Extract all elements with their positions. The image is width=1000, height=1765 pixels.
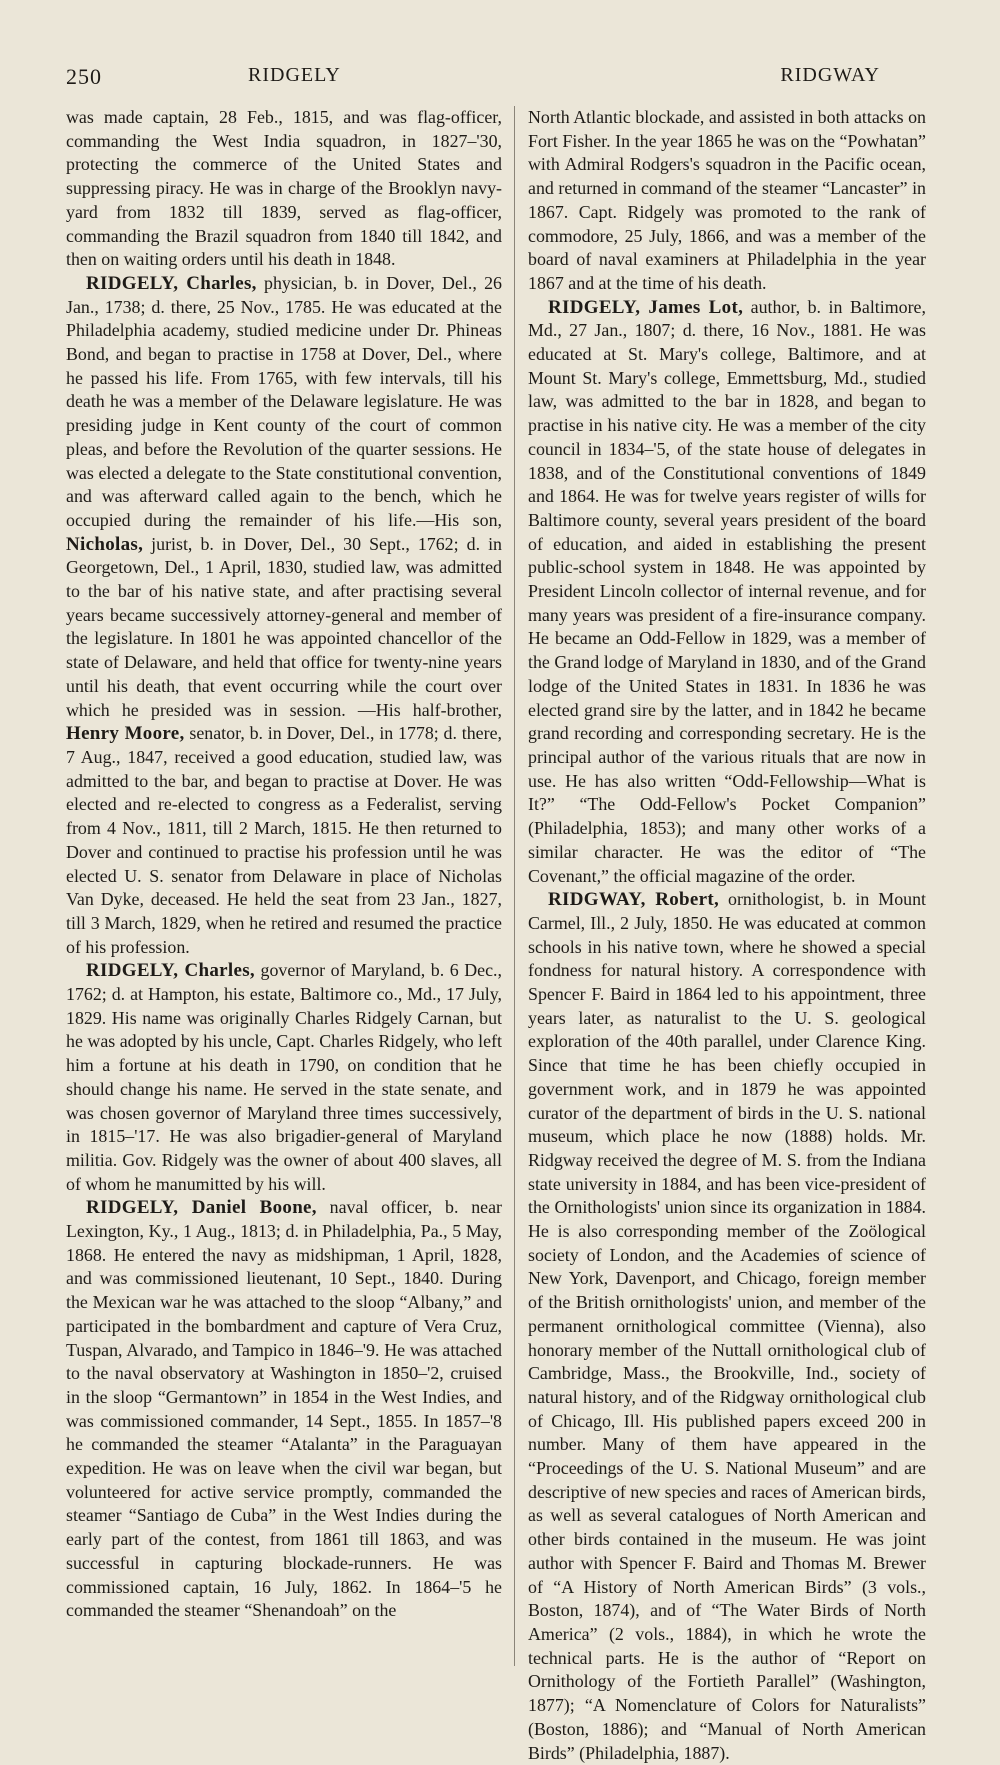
entry-headword: RIDGELY, James Lot, xyxy=(548,296,744,318)
entry-text: ornithologist, b. in Mount Carmel, Ill., 2 July, 1850. He was educated at common schools in his native town, where he showed a special fondness for natural history. A correspondence with Spencer F. Baird in 1864 led to his appointment, three years later, as naturalist to the U. S. geological exploration of the 40th parallel, under Clarence King. Since that time he has been chiefly occupied in government work, and in 1879 he was appointed curator of the department of birds in the U. S. national museum, which place he now (1888) holds. Mr. Ridgway received the degree of M. S. from the Indiana state university in 1884, and has been vice-president of the Ornithologists' union since its organization in 1884. He is also corresponding member of the Zoölogical society of London, and the Academies of science of New York, Davenport, and Chicago, foreign member of the British ornithologists' union, and member of the permanent ornithological committee (Vienna), also honorary member of the Nuttall ornithological club of Cambridge, Mass., the Brookville, Ind., society of natural history, and of the Ridgway ornithological club of Chicago, Ill. His published papers exceed 200 in number. Many of them have appeared in the “Proceedings of the U. S. National Museum” and are descriptive of new species and races of American birds, as well as several catalogues of North American and other birds contained in the museum. He was joint author with Spencer F. Baird and Thomas M. Brewer of “A History of North American Birds” (3 vols., Boston, 1874), and of “The Water Birds of North America” (2 vols., 1884), in which he wrote the technical parts. He is the author of “Report on Ornithology of the Fortieth Parallel” (Washington, 1877); “A Nomenclature of Colors for Naturalists” (Boston, 1886); and “Manual of North American Birds” (Philadelphia, 1887). xyxy=(528,889,926,1763)
entry-robert-ridgway xyxy=(528,888,926,1765)
entry-headword: RIDGWAY, Robert, xyxy=(548,889,720,911)
entry-charles-ridgely-physician xyxy=(66,272,502,959)
left-column xyxy=(66,106,502,1686)
entry-text: jurist, b. in Dover, Del., 30 Sept., 1762; d. in Georgetown, Del., 1 April, 1830, studied law, was admitted to the bar of his native state, and after practising several years became successively attorney-general and member of the legislature. In 1801 he was appointed chancellor of the state of Delaware, and held that office for twenty-nine years until his death, that event occurring while the court over which he presided was in session. —His half-brother, xyxy=(66,533,502,720)
column-divider xyxy=(514,106,515,1666)
entry-text: senator, b. in Dover, Del., in 1778; d. there, 7 Aug., 1847, received a good education, studied law, was admitted to the bar, and began to practise at Dover. He was elected and re-elected to congress as a Federalist, serving from 4 Nov., 1811, till 2 March, 1815. He then returned to Dover and continued to practise his profession until he was elected U. S. senator from Delaware in place of Nicholas Van Dyke, deceased. He held the seat from 23 Jan., 1827, till 3 March, 1829, when he retired and resumed the practice of his profession. xyxy=(66,723,502,957)
entry-headword: RIDGELY, Charles, xyxy=(86,960,255,982)
right-column xyxy=(528,106,926,1763)
continuation-paragraph xyxy=(66,106,502,272)
entry-charles-ridgely-governor xyxy=(66,959,502,1196)
entry-james-lot-ridgely xyxy=(528,296,926,889)
sub-headword: Henry Moore, xyxy=(66,723,185,745)
sub-headword: Nicholas, xyxy=(66,533,144,555)
left-running-head: RIDGELY xyxy=(248,64,341,86)
page-header xyxy=(66,58,880,92)
entry-text: was made captain, 28 Feb., 1815, and was flag-officer, commanding the West India squadron, in 1827–'30, protecting the commerce of the United States and suppressing piracy. He was in charge of the Brooklyn navy-yard from 1832 till 1839, served as flag-officer, commanding the Brazil squadron from 1840 till 1842, and then on waiting orders until his death in 1848. xyxy=(66,107,502,270)
continuation-paragraph xyxy=(528,106,926,296)
entry-text: physician, b. in Dover, Del., 26 Jan., 1738; d. there, 25 Nov., 1785. He was educated at the Philadelphia academy, studied medicine under Dr. Phineas Bond, and began to practise in 1758 at Dover, Del., where he passed his life. From 1765, with few intervals, till his death he was a member of the Delaware legislature. He was presiding judge in Kent county of the court of common pleas, and before the Revolution of the quarter sessions. He was elected a delegate to the State constitutional convention, and was afterward called again to the bench, which he occupied during the remainder of his life.—His son, xyxy=(66,272,502,530)
page-number: 250 xyxy=(66,64,102,89)
entry-headword: RIDGELY, Charles, xyxy=(86,272,257,294)
entry-text: author, b. in Baltimore, Md., 27 Jan., 1807; d. there, 16 Nov., 1881. He was educated at St. Mary's college, Baltimore, and at Mount St. Mary's college, Emmettsburg, Md., studied law, was admitted to the bar in 1828, and began to practise in his native city. He was a member of the city council in 1834–'5, of the state house of delegates in 1838, and of the Constitutional conventions of 1849 and 1864. He was for twelve years register of wills for Baltimore county, several years president of the board of education, and aided in establishing the present public-school system in 1848. He was appointed by President Lincoln collector of internal revenue, and for many years was president of a fire-insurance company. He became an Odd-Fellow in 1829, was a member of the Grand lodge of Maryland in 1830, and of the Grand lodge of the United States in 1831. In 1836 he was elected grand sire by the latter, and in 1842 he became grand recording and corresponding secretary. He is the principal author of the various rituals that are now in use. He has also written “Odd-Fellowship—What is It?” “The Odd-Fellow's Pocket Companion” (Philadelphia, 1853); and many other works of a similar character. He was the editor of “The Covenant,” the official magazine of the order. xyxy=(528,296,926,886)
entry-text: North Atlantic blockade, and assisted in both attacks on Fort Fisher. In the year 1865 he was on the “Powhatan” with Admiral Rodgers's squadron in the Pacific ocean, and returned in command of the steamer “Lancaster” in 1867. Capt. Ridgely was promoted to the rank of commodore, 25 July, 1866, and was a member of the board of naval examiners at Philadelphia in the year 1867 and at the time of his death. xyxy=(528,107,926,293)
entry-headword: RIDGELY, Daniel Boone, xyxy=(86,1197,317,1219)
entry-text: governor of Maryland, b. 6 Dec., 1762; d. at Hampton, his estate, Baltimore co., Md., 17 July, 1829. His name was originally Charles Ridgely Carnan, but he was adopted by his uncle, Capt. Charles Ridgely, who left him a fortune at his death in 1790, on condition that he should change his name. He served in the state senate, and was chosen governor of Maryland three times successively, in 1815–'17. He was also brigadier-general of Maryland militia. Gov. Ridgely was the owner of about 400 slaves, all of whom he manumitted by his will. xyxy=(66,960,502,1194)
entry-daniel-boone-ridgely xyxy=(66,1196,502,1623)
right-running-head: RIDGWAY xyxy=(780,64,880,86)
entry-text: naval officer, b. near Lexington, Ky., 1 Aug., 1813; d. in Philadelphia, Pa., 5 May, 1868. He entered the navy as midshipman, 1 April, 1828, and was commissioned lieutenant, 10 Sept., 1840. During the Mexican war he was attached to the sloop “Albany,” and participated in the bombardment and capture of Vera Cruz, Tuspan, Alvarado, and Tampico in 1846–'9. He was attached to the naval observatory at Washington in 1850–'2, cruised in the sloop “Germantown” in 1854 in the West Indies, and was commissioned commander, 14 Sept., 1855. In 1857–'8 he commanded the steamer “Atalanta” in the Paraguayan expedition. He was on leave when the civil war began, but volunteered for active service promptly, commanded the steamer “Santiago de Cuba” in the West Indies during the early part of the contest, from 1861 till 1863, and was successful in capturing blockade-runners. He was commissioned captain, 16 July, 1862. In 1864–'5 he commanded the steamer “Shenandoah” on the xyxy=(66,1197,502,1621)
